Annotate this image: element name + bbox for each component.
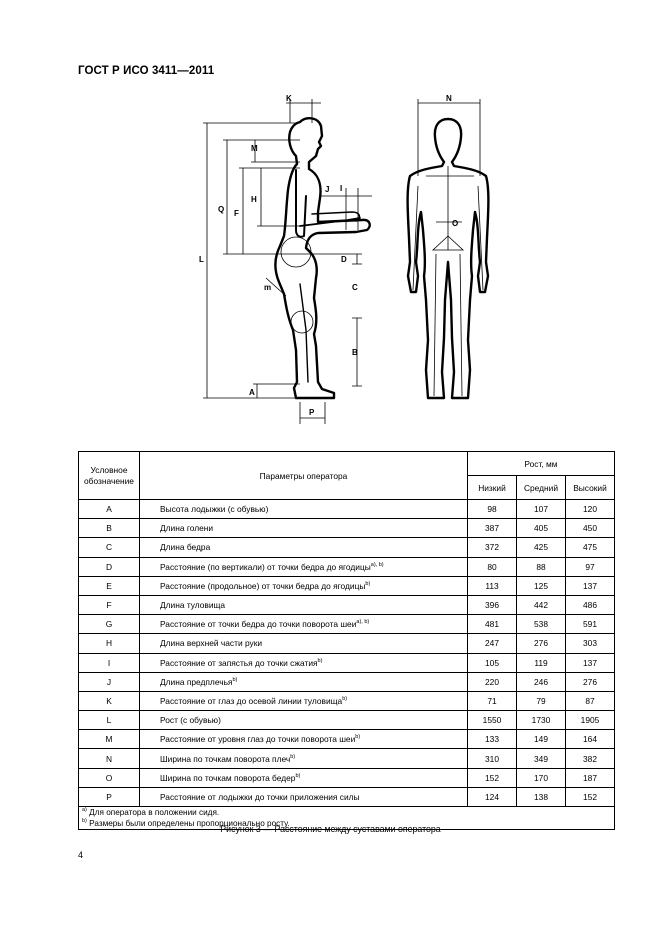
row-high: 450 bbox=[566, 519, 615, 538]
row-low: 220 bbox=[468, 672, 517, 691]
row-mid: 405 bbox=[517, 519, 566, 538]
table-row bbox=[79, 691, 615, 710]
row-low: 247 bbox=[468, 634, 517, 653]
table-row bbox=[79, 615, 615, 634]
row-high: 120 bbox=[566, 500, 615, 519]
label-K: K bbox=[286, 94, 292, 103]
row-low: 113 bbox=[468, 576, 517, 595]
row-parameter: Расстояние от уровня глаз до точки поворота шеи$^{b)}$ bbox=[140, 730, 468, 749]
table-row bbox=[79, 768, 615, 787]
row-low: 310 bbox=[468, 749, 517, 768]
page-number: 4 bbox=[78, 850, 84, 860]
header-param: Параметры оператора bbox=[140, 452, 468, 500]
row-code: O bbox=[79, 768, 140, 787]
row-high: 137 bbox=[566, 576, 615, 595]
row-high: 187 bbox=[566, 768, 615, 787]
row-code: A bbox=[79, 500, 140, 519]
row-code: K bbox=[79, 691, 140, 710]
row-code: I bbox=[79, 653, 140, 672]
row-code: N bbox=[79, 749, 140, 768]
note-a: $^{a)}$ Для оператора в положении сидя. bbox=[82, 807, 220, 817]
label-D: D bbox=[341, 255, 347, 264]
table-row bbox=[79, 653, 615, 672]
row-code: C bbox=[79, 538, 140, 557]
row-high: 276 bbox=[566, 672, 615, 691]
row-mid: 170 bbox=[517, 768, 566, 787]
row-mid: 149 bbox=[517, 730, 566, 749]
row-high: 303 bbox=[566, 634, 615, 653]
row-parameter: Длина бедра bbox=[140, 538, 468, 557]
row-parameter: Расстояние от запястья до точки сжатия$^{b)}$ bbox=[140, 653, 468, 672]
row-code: G bbox=[79, 615, 140, 634]
row-mid: 442 bbox=[517, 595, 566, 614]
row-high: 164 bbox=[566, 730, 615, 749]
row-mid: 79 bbox=[517, 691, 566, 710]
row-code: B bbox=[79, 519, 140, 538]
table-row bbox=[79, 595, 615, 614]
row-parameter: Ширина по точкам поворота бедер$^{b)}$ bbox=[140, 768, 468, 787]
row-code: H bbox=[79, 634, 140, 653]
label-F: F bbox=[234, 209, 239, 218]
row-high: 137 bbox=[566, 653, 615, 672]
label-L: L bbox=[199, 255, 204, 264]
row-low: 124 bbox=[468, 787, 517, 806]
header-mid: Средний bbox=[517, 476, 566, 500]
row-parameter: Рост (с обувью) bbox=[140, 711, 468, 730]
row-code: J bbox=[79, 672, 140, 691]
row-low: 105 bbox=[468, 653, 517, 672]
label-m: m bbox=[264, 283, 272, 292]
row-mid: 119 bbox=[517, 653, 566, 672]
table-row bbox=[79, 538, 615, 557]
row-low: 481 bbox=[468, 615, 517, 634]
row-code: L bbox=[79, 711, 140, 730]
row-mid: 246 bbox=[517, 672, 566, 691]
row-low: 1550 bbox=[468, 711, 517, 730]
header-code: Условное обозначение bbox=[79, 452, 140, 500]
table-row bbox=[79, 672, 615, 691]
table-row bbox=[79, 557, 615, 576]
row-parameter: Длина голени bbox=[140, 519, 468, 538]
label-B: B bbox=[352, 348, 358, 357]
document-title: ГОСТ Р ИСО 3411—2011 bbox=[78, 65, 215, 77]
note-b: $^{b)}$ Размеры были определены пропорционально росту. bbox=[82, 818, 290, 828]
row-code: M bbox=[79, 730, 140, 749]
row-low: 71 bbox=[468, 691, 517, 710]
label-C: C bbox=[352, 283, 358, 292]
row-mid: 125 bbox=[517, 576, 566, 595]
figure-caption: Рисунок 3 — Расстояние между суставами оператора bbox=[220, 824, 441, 834]
row-parameter: Длина туловища bbox=[140, 595, 468, 614]
label-Q: Q bbox=[218, 205, 225, 214]
table-row bbox=[79, 730, 615, 749]
row-parameter: Расстояние (продольное) от точки бедра до ягодицы$^{b)}$ bbox=[140, 576, 468, 595]
table-row bbox=[79, 787, 615, 806]
table-row bbox=[79, 711, 615, 730]
row-code: D bbox=[79, 557, 140, 576]
row-mid: 276 bbox=[517, 634, 566, 653]
row-high: 1905 bbox=[566, 711, 615, 730]
row-low: 133 bbox=[468, 730, 517, 749]
row-mid: 107 bbox=[517, 500, 566, 519]
header-height-group: Рост, мм bbox=[468, 452, 615, 476]
label-P: P bbox=[309, 408, 315, 417]
row-mid: 138 bbox=[517, 787, 566, 806]
row-high: 87 bbox=[566, 691, 615, 710]
row-high: 97 bbox=[566, 557, 615, 576]
row-code: P bbox=[79, 787, 140, 806]
row-parameter: Длина верхней части руки bbox=[140, 634, 468, 653]
row-mid: 538 bbox=[517, 615, 566, 634]
row-code: F bbox=[79, 595, 140, 614]
label-N: N bbox=[446, 94, 452, 103]
row-parameter: Высота лодыжки (с обувью) bbox=[140, 500, 468, 519]
table-row bbox=[79, 749, 615, 768]
row-low: 372 bbox=[468, 538, 517, 557]
row-parameter: Расстояние (по вертикали) от точки бедра до ягодицы$^{a), b)}$ bbox=[140, 557, 468, 576]
operator-dimensions-figure bbox=[0, 0, 661, 440]
label-O: O bbox=[452, 219, 459, 228]
row-parameter: Длина предплечья$^{b)}$ bbox=[140, 672, 468, 691]
label-H: H bbox=[251, 195, 257, 204]
row-high: 152 bbox=[566, 787, 615, 806]
row-code: E bbox=[79, 576, 140, 595]
front-figure-outline bbox=[408, 119, 489, 398]
row-parameter: Расстояние от глаз до осевой линии туловища$^{b)}$ bbox=[140, 691, 468, 710]
row-low: 80 bbox=[468, 557, 517, 576]
operator-parameters-table bbox=[78, 451, 615, 830]
table-row bbox=[79, 519, 615, 538]
label-A: A bbox=[249, 388, 255, 397]
row-low: 396 bbox=[468, 595, 517, 614]
row-mid: 1730 bbox=[517, 711, 566, 730]
table-row bbox=[79, 500, 615, 519]
row-high: 475 bbox=[566, 538, 615, 557]
label-M: M bbox=[251, 144, 258, 153]
table-row bbox=[79, 576, 615, 595]
label-I: I bbox=[340, 184, 343, 193]
row-mid: 349 bbox=[517, 749, 566, 768]
header-high: Высокий bbox=[566, 476, 615, 500]
row-high: 382 bbox=[566, 749, 615, 768]
table-row bbox=[79, 634, 615, 653]
header-low: Низкий bbox=[468, 476, 517, 500]
row-parameter: Расстояние от точки бедра до точки поворота шеи$^{a), b)}$ bbox=[140, 615, 468, 634]
row-parameter: Ширина по точкам поворота плеч$^{b)}$ bbox=[140, 749, 468, 768]
row-mid: 88 bbox=[517, 557, 566, 576]
label-J: J bbox=[325, 185, 330, 194]
row-high: 591 bbox=[566, 615, 615, 634]
row-low: 152 bbox=[468, 768, 517, 787]
row-high: 486 bbox=[566, 595, 615, 614]
row-mid: 425 bbox=[517, 538, 566, 557]
row-low: 98 bbox=[468, 500, 517, 519]
row-parameter: Расстояние от лодыжки до точки приложения силы bbox=[140, 787, 468, 806]
row-low: 387 bbox=[468, 519, 517, 538]
